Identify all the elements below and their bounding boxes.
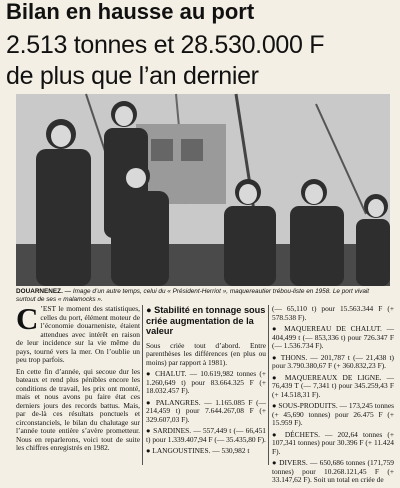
headline xyxy=(6,30,398,92)
col2-paragraph-5: ● LANGOUSTINES. — 530,982 t xyxy=(146,446,250,455)
caption-text: — Image d’un autre temps, celui du « Président-Herriot », maquereautier trébou-liste en 1958. Le port vivait surtout de ses « malamocks ». xyxy=(16,288,370,304)
column-divider xyxy=(268,305,269,465)
col3-line-6: ● DÉCHETS. — 202,64 tonnes (+ 107,341 tonnes) pour 30.396 F (+ 11.424 F). xyxy=(272,429,394,456)
column-divider xyxy=(142,305,143,465)
kicker-title: Bilan en hausse au port xyxy=(6,0,255,24)
caption-place: DOUARNENEZ. xyxy=(16,288,63,295)
article-column-3 xyxy=(272,305,394,488)
fishermen-photo xyxy=(16,94,390,286)
headline-line-1: 2.513 tonnes et 28.530.000 F xyxy=(6,31,325,59)
paragraph-2: En cette fin d’année, qui secoue dur les bateaux et rend plus pénibles encore les conditions de travail, les prix ont monté, mais et nous avons pu faire état ces derniers jours des records battus. Mais, par de-là ces résultats ponctuels et circonstanciels, le bilan du chalutage sur l’année toute entière s’avère prometteur. Nous en reparlerons, voici tout de suite les chiffres enregistrés en 1982. xyxy=(16,366,140,452)
paragraph-1: ’EST le moment des statistiques, celles du port, élément moteur de l’économie douarneniste, étaient attendues avec intérêt en raison de leur incidence sur la vie même du pays, tourné vers la mer. On l’oublie un peu trop parfois. xyxy=(16,304,140,364)
col2-paragraph-4: ● SARDINES. — 557,449 t (— 66,451 t) pour 1.339.407,94 F (— 35.435,80 F). xyxy=(146,426,266,444)
col3-line-4: ● MAQUEREAUX DE LIGNE. — 76,439 T (— 7,341 t) pour 345.259,43 F (+ 14.518,31 F). xyxy=(272,372,394,399)
article-column-1 xyxy=(16,301,140,456)
drop-cap: C xyxy=(16,301,39,336)
col3-line-7: ● DIVERS. — 650,686 tonnes (171,759 tonnes) pour 10.268.121,45 F (+ 33.147,62 F). Soit un total en criée de xyxy=(272,458,394,484)
photo-fishermen-icon xyxy=(16,94,390,286)
col2-paragraph-2: ● CHALUT. — 10.619,982 tonnes (+ 1.260,649 t) pour 83.664.325 F (+ 18.032.457 F). xyxy=(146,369,266,395)
article-column-2 xyxy=(146,305,266,459)
col2-paragraph-1: Sous criée tout d’abord. Entre parenthèses les différences (en plus ou moins) par rapport à 1981). xyxy=(146,340,266,367)
col3-line-2: ● MAQUEREAU DE CHALUT. — 404,499 t (— 853,336 t) pour 726.347 F (— 1.536.734 F). xyxy=(272,324,394,350)
col3-line-3: ● THONS. — 201,787 t (— 21,438 t) pour 3.790.380,67 F (+ 360.832,23 F). xyxy=(272,352,394,370)
photo-caption xyxy=(16,288,390,304)
col3-line-5: ● SOUS-PRODUITS. — 173,245 tonnes (+ 45,690 tonnes) pour 26.475 F (+ 15.959 F). xyxy=(272,401,394,427)
section-subhead: ● Stabilité en tonnage sous criée augmentation de la valeur xyxy=(146,305,266,336)
col2-paragraph-3: ● PALANGRES. — 1.165.085 F (— 214,459 t) pour 7.644.267,08 F (+ 329.607,03 F). xyxy=(146,397,266,424)
headline-line-2: de plus que l’an dernier xyxy=(6,62,259,90)
col3-line-1: (— 65,110 t) pour 15.563.344 F (+ 578.538 F). xyxy=(272,304,394,322)
